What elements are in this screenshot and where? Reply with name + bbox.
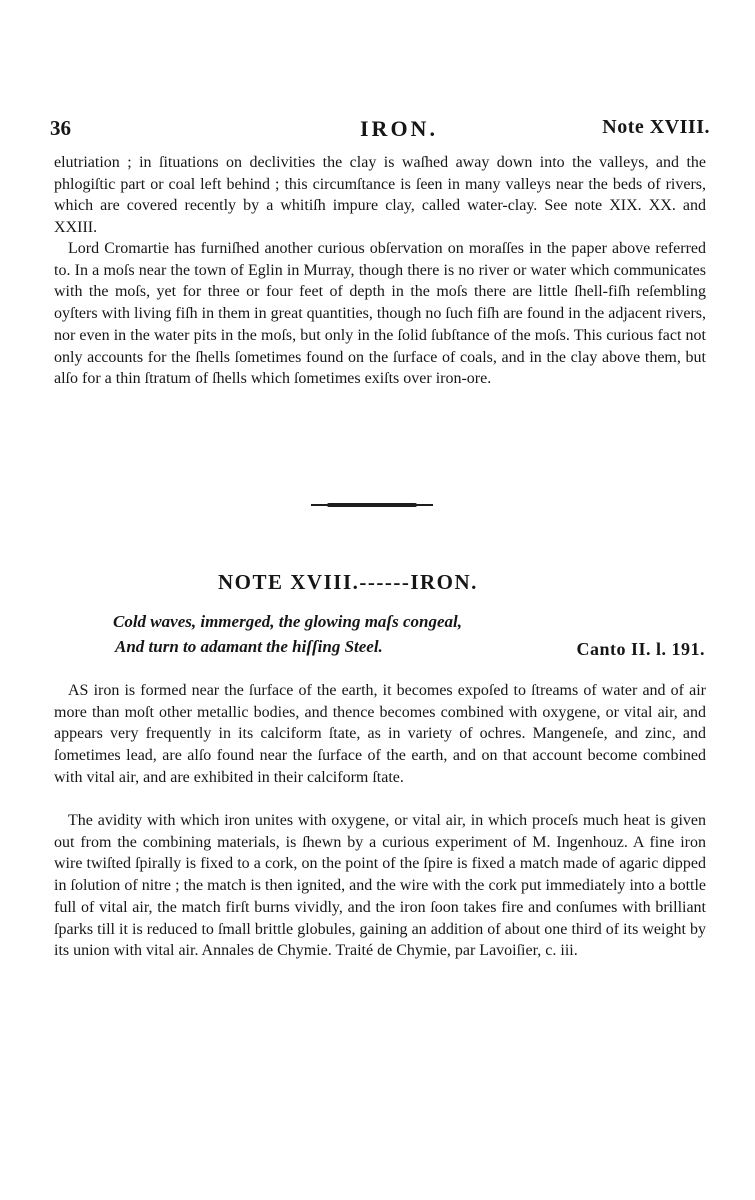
verse-line-2: And turn to adamant the hiſſing Steel. [115, 637, 383, 656]
running-title: IRON. [360, 116, 438, 141]
note-reference: Note XVIII. [602, 116, 710, 138]
section-divider [327, 503, 417, 507]
page-number: 36 [50, 116, 71, 140]
running-head [50, 116, 710, 144]
iron-paragraph-2: The avidity with which iron unites with oxygene, or vital air, in which proceſs much heat is given out from the combining materials, is ſhewn by a curious experiment of M. Ingenhouz. A fine iron wire twiſted ſpirally is fixed to a cork, on the point of the ſpire is fixed a match made of agaric dipped in ſolution of nitre ; the match is then ignited, and the wire with the cork put immediately into a bottle full of vital air, the match firſt burns vividly, and the iron ſoon takes fire and conſumes with brilliant ſparks till it is reduced to ſmall brittle globules, gaining an addition of about one third of its weight by its union with vital air. Annales de Chymie. Traité de Chymie, par Lavoiſier, c. iii. [54, 812, 706, 960]
continuation-paragraph: elutriation ; in ſituations on declivities the clay is waſhed away down into the valleys, and the phlogiſtic part or coal left behind ; this circumſtance is ſeen in many valleys near the beds of rivers, which are covered recently by a whitiſh impure clay, called water-clay. See note XIX. XX. and XXIII. [54, 154, 706, 237]
note-heading: NOTE XVIII.------IRON. [218, 570, 478, 594]
cromartie-paragraph: Lord Cromartie has furniſhed another curious obſervation on moraſſes in the paper above referred to. In a moſs near the town of Eglin in Murray, though there is no river or water which communicates with the moſs, yet for three or four feet of depth in the moſs there are little ſhell-fiſh reſembling oyſters with living fiſh in them in great quantities, though no ſuch fiſh are found in the adjacent rivers, nor even in the water pits in the moſs, but only in the ſolid ſubſtance of the moſs. This curious fact not only accounts for the ſhells ſometimes found on the ſurface of coals, and in the clay above them, but alſo for a thin ſtratum of ſhells which ſometimes exiſts over iron-ore. [54, 240, 706, 388]
iron-paragraph-1: AS iron is formed near the ſurface of the earth, it becomes expoſed to ſtreams of water and of air more than moſt other metallic bodies, and thence becomes combined with oxygene, or vital air, and appears very frequently in its calciform ſtate, as in variety of ochres. Mangeneſe, and zinc, and ſometimes lead, are alſo found near the ſurface of the earth, and on that account become combined with vital air, and are exhibited in their calciform ſtate. [54, 682, 706, 786]
canto-reference: Canto II. l. 191. [576, 639, 705, 659]
verse-line-1: Cold waves, immerged, the glowing maſs congeal, [113, 612, 462, 631]
